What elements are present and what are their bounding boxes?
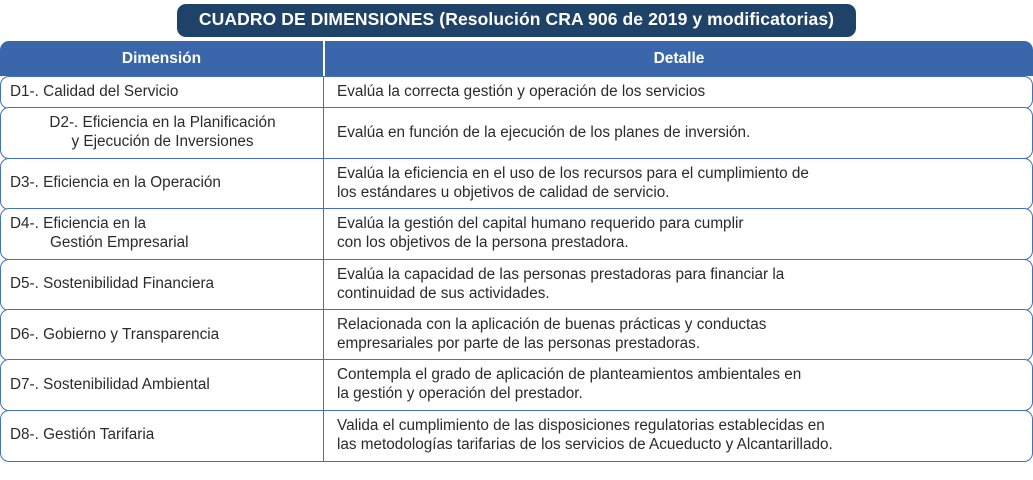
cell-dimension-d6 [1,310,324,360]
cell-detalle-d8 [324,411,1032,461]
dimension-text-line: D8-. Gestión Tarifaria [10,426,155,444]
dimension-text-line: D1-. Calidad del Servicio [10,83,179,101]
table-body [0,76,1033,462]
dimension-text-line: D7-. Sostenibilidad Ambiental [10,375,210,393]
detalle-text-line: Valida el cumplimiento de las disposiciones regulatorias establecidas en [337,416,825,434]
dimensions-table [0,41,1033,462]
detalle-text-line: Evalúa en función de la ejecución de los planes de inversión. [337,123,751,141]
dimension-text-line: D5-. Sostenibilidad Financiera [10,275,215,293]
cell-detalle-d6 [324,310,1032,360]
dimension-text-line: y Ejecución de Inversiones [71,133,254,151]
table-header-row [0,41,1033,76]
dimension-text-line: D2-. Eficiencia en la Planificación [49,114,276,132]
cell-dimension-d5 [1,260,324,310]
table-row [0,359,1033,411]
detalle-text-line: empresariales por parte de las personas prestadoras. [337,335,701,353]
detalle-text-line: las metodologías tarifarias de los servicios de Acueducto y Alcantarillado. [337,435,833,453]
table-row [0,76,1033,109]
detalle-text-line: Contempla el grado de aplicación de planteamientos ambientales en [337,366,802,384]
cell-dimension-d2 [1,108,324,158]
detalle-text-line: Evalúa la capacidad de las personas prestadoras para financiar la [337,265,785,283]
cell-detalle-d7 [324,360,1032,410]
table-row [0,410,1033,462]
title-banner-container [0,0,1033,41]
cell-dimension-d1 [1,77,324,108]
table-row [0,309,1033,361]
cell-detalle-d2 [324,108,1032,158]
detalle-text-line: los estándares u objetivos de calidad de servicio. [337,183,670,201]
column-header-dimension: Dimensión [0,41,325,76]
table-row [0,208,1033,260]
detalle-text-line: continuidad de sus actividades. [337,284,550,302]
detalle-text-line: con los objetivos de la persona prestadora. [337,234,629,252]
page-title: CUADRO DE DIMENSIONES (Resolución CRA 906 de 2019 y modificatorias) [177,4,856,36]
table-row [0,107,1033,159]
dimension-text-line: D6-. Gobierno y Transparencia [10,325,220,343]
cell-dimension-d3 [1,159,324,209]
dimension-text-line: D4-. Eficiencia en la [10,215,147,233]
cell-dimension-d7 [1,360,324,410]
column-header-detalle: Detalle [653,49,705,67]
dimension-text-line: D3-. Eficiencia en la Operación [10,174,221,192]
cell-detalle-d3 [324,159,1032,209]
table-row [0,259,1033,311]
dimension-text-line: Gestión Empresarial [50,234,189,252]
cell-dimension-d4 [1,209,324,259]
detalle-text-line: Evalúa la correcta gestión y operación de los servicios [337,83,706,101]
cell-dimension-d8 [1,411,324,461]
detalle-text-line: la gestión y operación del prestador. [337,385,583,403]
detalle-text-line: Evalúa la eficiencia en el uso de los recursos para el cumplimiento de [337,164,809,182]
table-row [0,158,1033,210]
detalle-text-line: Relacionada con la aplicación de buenas prácticas y conductas [337,316,767,334]
detalle-text-line: Evalúa la gestión del capital humano requerido para cumplir [337,215,744,233]
cell-detalle-d4 [324,209,1032,259]
cell-detalle-d1 [324,77,1032,108]
cell-detalle-d5 [324,260,1032,310]
